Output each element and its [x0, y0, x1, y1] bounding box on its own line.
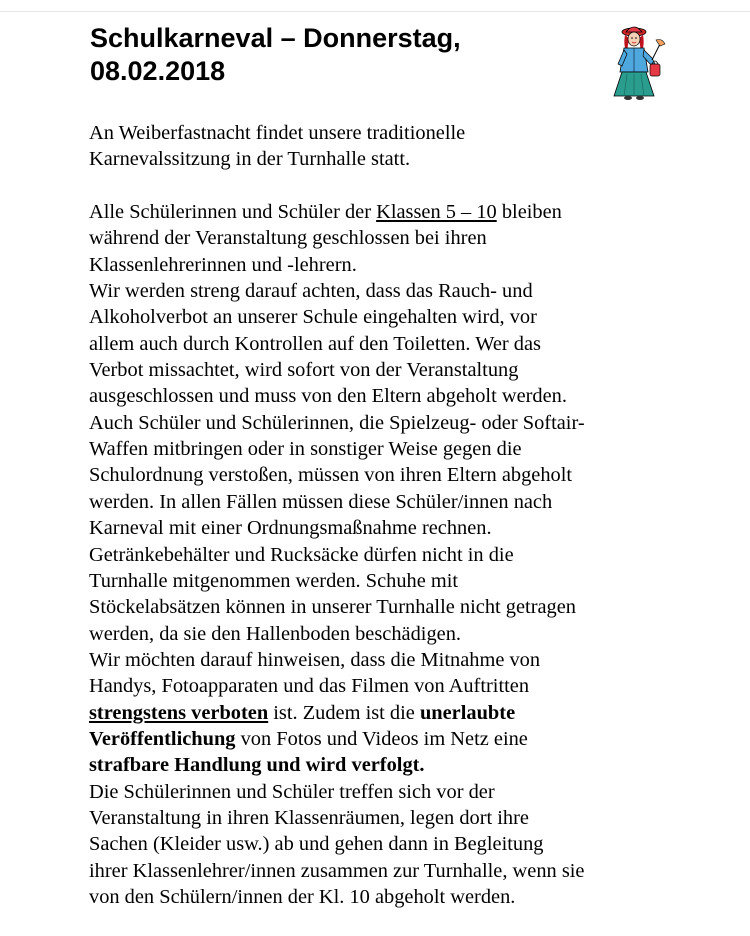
text-line: Turnhalle mitgenommen werden. Schuhe mit: [89, 569, 459, 592]
text-line: [89, 752, 669, 778]
text-fragment: Alle Schülerinnen und Schüler der: [89, 201, 377, 224]
strong-warning: strengstens verboten: [89, 701, 269, 724]
text-line: Klassenlehrerinnen und -lehrern.: [89, 253, 357, 276]
page-title: [90, 22, 560, 88]
text-line: von den Schülern/innen der Kl. 10 abgeholt werden.: [89, 885, 516, 908]
text-line: Auch Schüler und Schülerinnen, die Spielzeug- oder Softair-: [89, 411, 585, 434]
text-line: Die Schülerinnen und Schüler treffen sich vor der: [89, 780, 495, 803]
strong-warning: unerlaubte: [419, 701, 516, 724]
text-line: Sachen (Kleider usw.) ab und gehen dann in Begleitung: [89, 833, 544, 856]
text-line: [89, 726, 669, 752]
title-line-1: Schulkarneval – Donnerstag,: [90, 23, 461, 53]
text-line: ausgeschlossen und muss von den Eltern abgeholt werden.: [89, 385, 567, 408]
text-line: Veranstaltung in ihren Klassenräumen, legen dort ihre: [89, 806, 529, 829]
text-line: Verbot missachtet, wird sofort von der Veranstaltung: [89, 359, 519, 382]
announcement-body: [89, 120, 669, 910]
text-line: Handys, Fotoapparaten und das Filmen von Auftritten: [89, 675, 530, 698]
text-line: Wir werden streng darauf achten, dass das Rauch- und: [89, 280, 533, 303]
text-line: während der Veranstaltung geschlossen bei ihren: [89, 227, 487, 250]
text-line: Wir möchten darauf hinweisen, dass die Mitnahme von: [89, 648, 541, 671]
title-line-2: 08.02.2018: [90, 56, 226, 86]
carnival-jester-figure-icon: [612, 24, 668, 100]
paragraph-gap: [89, 173, 669, 199]
text-fragment: ist. Zudem ist die: [268, 701, 420, 724]
text-line: Schulordnung verstoßen, müssen von ihren Eltern abgeholt: [89, 464, 573, 487]
text-line: Karneval mit einer Ordnungsmaßnahme rechnen.: [89, 517, 492, 540]
text-fragment: bleiben: [496, 201, 562, 224]
text-line: An Weiberfastnacht findet unsere traditionelle: [89, 122, 466, 144]
text-line: Alkoholverbot an unserer Schule eingehalten wird, vor: [89, 306, 537, 329]
text-line: Waffen mitbringen oder in sonstiger Weise gegen die: [89, 438, 522, 461]
text-line: [89, 199, 669, 225]
text-line: allem auch durch Kontrollen auf den Toiletten. Wer das: [89, 332, 541, 355]
text-line: Stöckelabsätzen können in unserer Turnhalle nicht getragen: [89, 596, 576, 619]
text-line: [89, 700, 669, 726]
text-line: ihrer Klassenlehrer/innen zusammen zur Turnhalle, wenn sie: [89, 859, 585, 882]
text-line: werden, da sie den Hallenboden beschädigen.: [89, 622, 461, 645]
text-line: Karnevalssitzung in der Turnhalle statt.: [89, 148, 411, 171]
classes-link[interactable]: Klassen 5 – 10: [376, 201, 497, 224]
text-line: Getränkebehälter und Rucksäcke dürfen nicht in die: [89, 543, 514, 566]
top-divider: [0, 11, 750, 12]
strong-warning: strafbare Handlung und wird verfolgt.: [89, 754, 425, 777]
text-line: werden. In allen Fällen müssen diese Schüler/innen nach: [89, 490, 553, 513]
strong-warning: Veröffentlichung: [89, 727, 236, 750]
text-fragment: von Fotos und Videos im Netz eine: [235, 727, 528, 750]
